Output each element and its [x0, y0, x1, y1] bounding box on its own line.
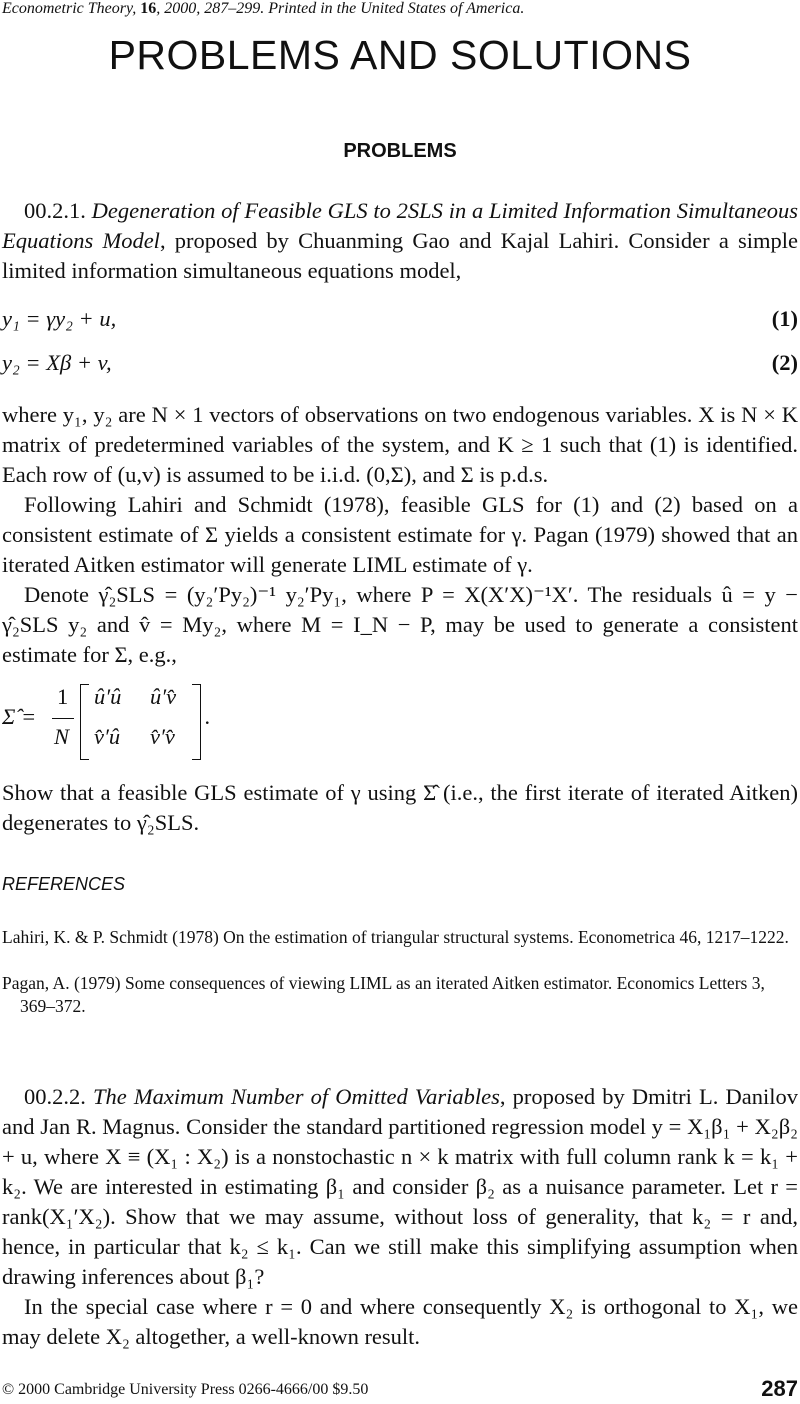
matrix-cell-11: û′û [94, 684, 122, 709]
matrix-period: . [205, 704, 211, 729]
problem-1-intro-text: , proposed by Chuanming Gao and Kajal Lahiri. Consider a simple limited information simultaneous equations model, [2, 228, 798, 283]
equation-2-body: y₂ = Xβ + v, [2, 350, 112, 375]
problem-2-text: , proposed by Dmitri L. Danilov and Jan R. Magnus. Consider the standard partitioned regression model y = X₁β₁ + X₂β₂ + u, where X ≡ (X₁ : X₂) is a nonstochastic n × k matrix with full column rank k = k₁ + k₂. We are interested in estimating β₁ and consider β₂ as a nuisance parameter. Let r = rank(X₁′X₂). Show that we may assume, without loss of generality, that k₂ = r and, hence, in particular that k₂ ≤ k₁. Can we still make this simplifying assumption when drawing inferences about β₁? [2, 1084, 799, 1289]
volume-number: 16 [140, 0, 157, 17]
paragraph-denote: Denote γ̂₂SLS = (y₂′Py₂)⁻¹ y₂′Py₁, where P = X(X′X)⁻¹X′. The residuals û = y − γ̂₂SLS y₂ and v̂ = My₂, where M = I_N − P, may be used to generate a consistent estimate for Σ, e.g., [2, 582, 798, 667]
problem-1-number: 00.2.1. [24, 198, 86, 223]
equation-1-body: y₁ = γy₂ + u, [2, 306, 117, 331]
fraction-numerator: 1 [57, 684, 69, 709]
fraction-denominator: N [54, 724, 70, 749]
matrix-cell-22: v̂′v̂ [150, 724, 175, 749]
problem-2-number: 00.2.2. [24, 1084, 86, 1109]
paragraph-following: Following Lahiri and Schmidt (1978), feasible GLS for (1) and (2) based on a consistent estimate of Σ yields a consistent estimate for γ. Pagan (1979) showed that an iterated Aitken estimator will generate LIML estimate of γ. [2, 492, 798, 577]
matrix-cell-21: v̂′û [94, 724, 121, 749]
matrix-cell-12: û′v̂ [150, 684, 177, 709]
references-heading: REFERENCES [2, 874, 126, 894]
matrix-left-bracket [80, 684, 89, 760]
problem-2-title: The Maximum Number of Omitted Variables [93, 1084, 500, 1109]
sigma-hat-equation [2, 680, 262, 760]
problem-1-intro [2, 196, 798, 286]
page-title: PROBLEMS AND SOLUTIONS [108, 32, 692, 78]
running-header: Econometric Theory, 16, 2000, 287–299. Printed in the United States of America. [2, 0, 525, 17]
equation-1 [2, 306, 798, 332]
header-rest: , 2000, 287–299. Printed in the United States of America. [156, 0, 525, 17]
fraction-bar [52, 718, 74, 719]
paragraph-where: where y₁, y₂ are N × 1 vectors of observations on two endogenous variables. X is N × K matrix of predetermined variables of the system, and K ≥ 1 such that (1) is identified. Each row of (u,v) is assumed to be i.i.d. (0,Σ), and Σ is p.d.s. [2, 402, 798, 487]
page-number: 287 [761, 1376, 798, 1401]
equation-1-number: (1) [771, 306, 798, 331]
journal-name: Econometric Theory [2, 0, 133, 17]
equation-2 [2, 350, 798, 376]
reference-item: Pagan, A. (1979) Some consequences of viewing LIML as an iterated Aitken estimator. Economics Letters 3, 369–372. [2, 973, 765, 1016]
paragraph-show: Show that a feasible GLS estimate of γ using Σ̂ (i.e., the first iterate of iterated Aitken) degenerates to γ̂₂SLS. [2, 780, 798, 835]
section-heading: PROBLEMS [343, 140, 457, 162]
copyright-line: © 2000 Cambridge University Press 0266-4666/00 $9.50 [2, 1381, 369, 1398]
reference-item: Lahiri, K. & P. Schmidt (1978) On the estimation of triangular structural systems. Econometrica 46, 1217–1222. [2, 927, 789, 947]
matrix-right-bracket [192, 684, 201, 760]
problem-2-special-case: In the special case where r = 0 and where consequently X₂ is orthogonal to X₁, we may delete X₂ altogether, a well-known result. [2, 1294, 798, 1349]
problem-2-intro [2, 1082, 798, 1292]
sigma-hat-lhs: Σ̂ = [2, 704, 37, 729]
problem-1-title: Degeneration of Feasible GLS to 2SLS in a Limited Information Simultaneous Equations Model [2, 198, 798, 253]
equation-2-number: (2) [771, 350, 798, 375]
